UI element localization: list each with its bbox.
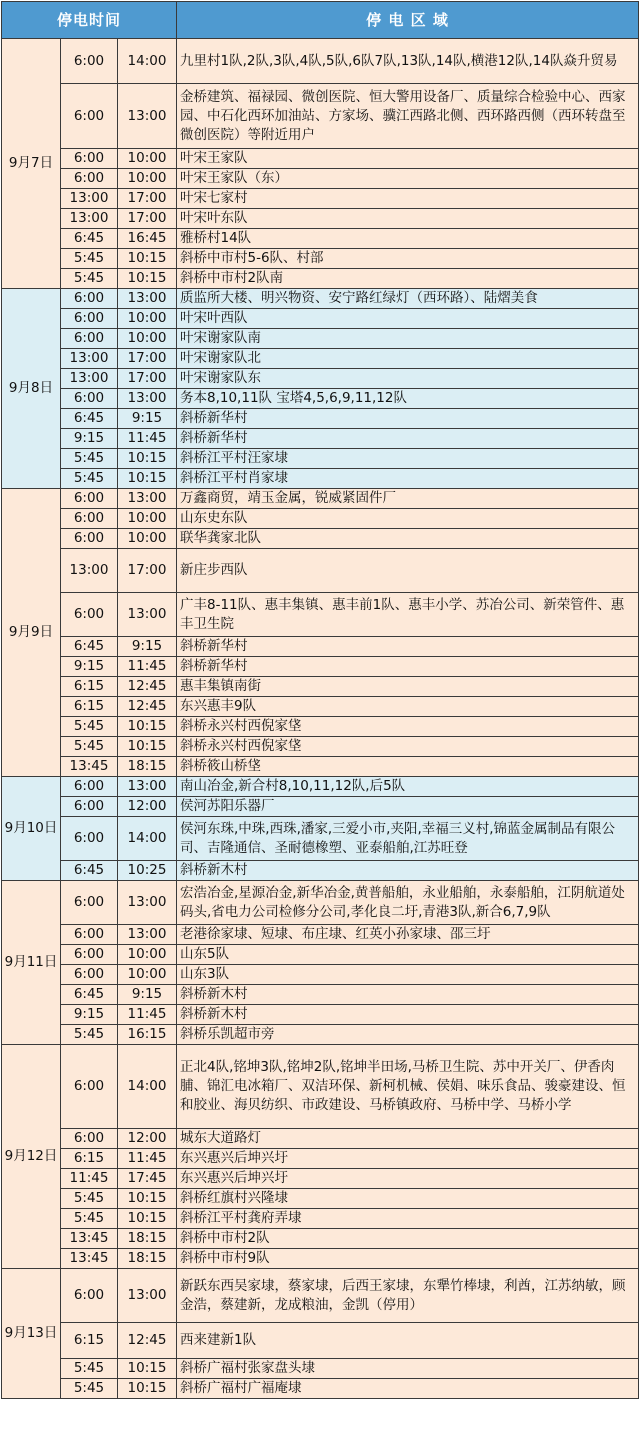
outage-area: 叶宋叶东队 (177, 209, 639, 229)
end-time: 12:00 (118, 1129, 177, 1149)
outage-area: 城东大道路灯 (177, 1129, 639, 1149)
end-time: 17:00 (118, 369, 177, 389)
start-time: 5:45 (61, 269, 118, 289)
end-time: 10:15 (118, 249, 177, 269)
start-time: 11:45 (61, 1169, 118, 1189)
outage-area: 斜桥新华村 (177, 657, 639, 677)
outage-row (2, 1169, 639, 1189)
outage-area: 惠丰集镇南街 (177, 677, 639, 697)
outage-row (2, 1189, 639, 1209)
end-time: 11:45 (118, 1149, 177, 1169)
outage-row (2, 697, 639, 717)
end-time: 17:00 (118, 209, 177, 229)
outage-area: 侯河苏阳乐器厂 (177, 797, 639, 817)
start-time: 6:00 (61, 945, 118, 965)
outage-row (2, 965, 639, 985)
outage-area: 务本8,10,11队 宝塔4,5,6,9,11,12队 (177, 389, 639, 409)
outage-row (2, 1229, 639, 1249)
start-time: 6:15 (61, 1149, 118, 1169)
outage-row (2, 409, 639, 429)
outage-row (2, 209, 639, 229)
outage-area: 叶宋谢家队北 (177, 349, 639, 369)
end-time: 13:00 (118, 777, 177, 797)
end-time: 9:15 (118, 985, 177, 1005)
end-time: 17:00 (118, 549, 177, 593)
end-time: 10:00 (118, 329, 177, 349)
outage-row (2, 309, 639, 329)
outage-row (2, 881, 639, 925)
start-time: 6:00 (61, 529, 118, 549)
outage-row (2, 149, 639, 169)
start-time: 6:00 (61, 389, 118, 409)
outage-area: 斜桥江平村汪家埭 (177, 449, 639, 469)
outage-area: 斜桥筱山桥垡 (177, 757, 639, 777)
outage-area: 质监所大楼、明兴物资、安宁路红绿灯（西环路）、陆熠美食 (177, 289, 639, 309)
outage-area: 山东史东队 (177, 509, 639, 529)
end-time: 10:00 (118, 529, 177, 549)
outage-row (2, 229, 639, 249)
end-time: 11:45 (118, 657, 177, 677)
end-time: 18:15 (118, 1249, 177, 1269)
start-time: 6:00 (61, 797, 118, 817)
outage-area: 叶宋王家队（东） (177, 169, 639, 189)
start-time: 5:45 (61, 1209, 118, 1229)
end-time: 10:15 (118, 269, 177, 289)
end-time: 13:00 (118, 84, 177, 149)
outage-area: 九里村1队,2队,3队,4队,5队,6队7队,13队,14队,横港12队,14队焱升贸易 (177, 39, 639, 84)
outage-area: 斜桥新木村 (177, 1005, 639, 1025)
start-time: 6:00 (61, 39, 118, 84)
outage-area: 叶宋七家村 (177, 189, 639, 209)
start-time: 5:45 (61, 469, 118, 489)
outage-area: 正北4队,铭坤3队,铭坤2队,铭坤半田场,马桥卫生院、苏中开关厂、伊香肉脯、锦汇电冰箱厂、双洁环保、新柯机械、侯娟、味乐食品、骏豪建设、恒和胶业、海贝纺织、市政建设、马桥镇政府、马桥中学、马桥小学 (177, 1045, 639, 1129)
outage-row (2, 861, 639, 881)
end-time: 18:15 (118, 1229, 177, 1249)
outage-row (2, 429, 639, 449)
end-time: 10:00 (118, 509, 177, 529)
outage-row (2, 449, 639, 469)
end-time: 13:00 (118, 1269, 177, 1323)
outage-area: 东兴惠兴后坤兴圩 (177, 1169, 639, 1189)
end-time: 13:00 (118, 289, 177, 309)
outage-area: 斜桥广福村张家盘头埭 (177, 1359, 639, 1379)
outage-area: 侯河东珠,中珠,西珠,潘家,三爱小市,夹阳,幸福三义村,锦蓝金属制品有限公司、吉隆通信、圣耐德橡塑、亚泰船舶,江苏旺登 (177, 817, 639, 861)
end-time: 10:15 (118, 469, 177, 489)
start-time: 6:00 (61, 925, 118, 945)
outage-row (2, 677, 639, 697)
outage-area: 金桥建筑、福禄园、微创医院、恒大警用设备厂、质量综合检验中心、西家园、中石化西环加油站、方家场、骥江西路北侧、西环路西侧（西环转盘至微创医院）等附近用户 (177, 84, 639, 149)
outage-area: 万鑫商贸，靖玉金属，锐威紧固件厂 (177, 489, 639, 509)
outage-area: 新跃东西吴家埭，蔡家埭，后西王家埭，东犟竹棒埭，利酋，江苏纳敏，顾金浩，蔡建新，龙成粮油，金凯（停用） (177, 1269, 639, 1323)
end-time: 12:45 (118, 697, 177, 717)
outage-row (2, 349, 639, 369)
end-time: 10:00 (118, 945, 177, 965)
start-time: 6:45 (61, 861, 118, 881)
outage-area: 山东3队 (177, 965, 639, 985)
outage-area: 斜桥江平村肖家埭 (177, 469, 639, 489)
outage-area: 联华龚家北队 (177, 529, 639, 549)
outage-row (2, 529, 639, 549)
start-time: 9:15 (61, 657, 118, 677)
outage-date: 9月9日 (2, 489, 61, 777)
end-time: 16:15 (118, 1025, 177, 1045)
outage-area: 雅桥村14队 (177, 229, 639, 249)
outage-area: 斜桥中市村9队 (177, 1249, 639, 1269)
outage-row (2, 1025, 639, 1045)
outage-area: 斜桥广福村广福庵埭 (177, 1379, 639, 1399)
outage-row (2, 797, 639, 817)
outage-row (2, 1209, 639, 1229)
outage-area: 叶宋王家队 (177, 149, 639, 169)
outage-row (2, 1249, 639, 1269)
end-time: 10:15 (118, 1379, 177, 1399)
outage-area: 斜桥新华村 (177, 637, 639, 657)
outage-row (2, 1129, 639, 1149)
outage-date: 9月13日 (2, 1269, 61, 1399)
outage-row (2, 509, 639, 529)
start-time: 5:45 (61, 1025, 118, 1045)
end-time: 10:25 (118, 861, 177, 881)
start-time: 13:00 (61, 349, 118, 369)
outage-row (2, 1323, 639, 1359)
outage-date: 9月12日 (2, 1045, 61, 1269)
outage-row (2, 985, 639, 1005)
outage-row (2, 817, 639, 861)
start-time: 6:00 (61, 169, 118, 189)
outage-area: 叶宋谢家队东 (177, 369, 639, 389)
outage-row (2, 469, 639, 489)
start-time: 5:45 (61, 1379, 118, 1399)
end-time: 10:15 (118, 1209, 177, 1229)
outage-row (2, 369, 639, 389)
outage-row (2, 84, 639, 149)
end-time: 14:00 (118, 817, 177, 861)
outage-area: 新庄步西队 (177, 549, 639, 593)
start-time: 6:00 (61, 309, 118, 329)
outage-area: 宏浩冶金,星源冶金,新华冶金,黄普船舶，永业船舶，永泰船舶，江阴航道处码头,省电力公司检修分公司,孝化良二圩,青港3队,新合6,7,9队 (177, 881, 639, 925)
start-time: 13:00 (61, 549, 118, 593)
outage-row (2, 657, 639, 677)
end-time: 10:00 (118, 169, 177, 189)
outage-area: 叶宋叶西队 (177, 309, 639, 329)
outage-row (2, 593, 639, 637)
end-time: 17:45 (118, 1169, 177, 1189)
start-time: 6:45 (61, 409, 118, 429)
outage-row (2, 389, 639, 409)
end-time: 10:00 (118, 965, 177, 985)
start-time: 6:00 (61, 1269, 118, 1323)
outage-row (2, 925, 639, 945)
end-time: 9:15 (118, 409, 177, 429)
outage-area: 斜桥中市村5-6队、村部 (177, 249, 639, 269)
end-time: 13:00 (118, 881, 177, 925)
header-area: 停 电 区 域 (177, 2, 639, 39)
outage-area: 斜桥乐凯超市旁 (177, 1025, 639, 1045)
start-time: 5:45 (61, 249, 118, 269)
outage-row (2, 249, 639, 269)
outage-row (2, 1005, 639, 1025)
start-time: 6:00 (61, 1045, 118, 1129)
start-time: 13:00 (61, 209, 118, 229)
start-time: 6:00 (61, 817, 118, 861)
start-time: 6:00 (61, 881, 118, 925)
end-time: 10:15 (118, 1359, 177, 1379)
end-time: 14:00 (118, 1045, 177, 1129)
outage-area: 斜桥中市村2队南 (177, 269, 639, 289)
outage-row (2, 39, 639, 84)
header-time: 停电时间 (2, 2, 177, 39)
outage-row (2, 489, 639, 509)
header-row (2, 2, 639, 39)
start-time: 6:45 (61, 229, 118, 249)
outage-area: 斜桥新木村 (177, 985, 639, 1005)
outage-row (2, 777, 639, 797)
start-time: 6:00 (61, 149, 118, 169)
start-time: 6:00 (61, 509, 118, 529)
start-time: 13:45 (61, 1229, 118, 1249)
outage-area: 西来建新1队 (177, 1323, 639, 1359)
start-time: 13:45 (61, 757, 118, 777)
outage-area: 老港徐家埭、短埭、布庄埭、红英小孙家埭、邵三圩 (177, 925, 639, 945)
end-time: 17:00 (118, 189, 177, 209)
outage-area: 广丰8-11队、惠丰集镇、惠丰前1队、惠丰小学、苏冶公司、新荣管件、惠丰卫生院 (177, 593, 639, 637)
start-time: 6:00 (61, 84, 118, 149)
start-time: 5:45 (61, 717, 118, 737)
end-time: 11:45 (118, 429, 177, 449)
end-time: 11:45 (118, 1005, 177, 1025)
end-time: 18:15 (118, 757, 177, 777)
outage-area: 斜桥江平村龚府弄埭 (177, 1209, 639, 1229)
outage-area: 斜桥红旗村兴隆埭 (177, 1189, 639, 1209)
start-time: 6:15 (61, 697, 118, 717)
outage-row (2, 549, 639, 593)
outage-area: 斜桥新华村 (177, 429, 639, 449)
outage-area: 东兴惠丰9队 (177, 697, 639, 717)
start-time: 6:00 (61, 777, 118, 797)
start-time: 6:00 (61, 489, 118, 509)
outage-table (1, 1, 639, 1399)
outage-area: 斜桥新木村 (177, 861, 639, 881)
outage-row (2, 269, 639, 289)
outage-row (2, 1379, 639, 1399)
outage-date: 9月11日 (2, 881, 61, 1045)
outage-row (2, 1149, 639, 1169)
outage-row (2, 757, 639, 777)
end-time: 10:15 (118, 737, 177, 757)
outage-row (2, 945, 639, 965)
start-time: 6:00 (61, 329, 118, 349)
outage-row (2, 329, 639, 349)
end-time: 10:15 (118, 717, 177, 737)
start-time: 6:15 (61, 677, 118, 697)
outage-row (2, 1359, 639, 1379)
start-time: 6:00 (61, 1129, 118, 1149)
end-time: 9:15 (118, 637, 177, 657)
outage-area: 山东5队 (177, 945, 639, 965)
end-time: 17:00 (118, 349, 177, 369)
outage-row (2, 1269, 639, 1323)
end-time: 16:45 (118, 229, 177, 249)
outage-area: 斜桥永兴村西倪家垡 (177, 737, 639, 757)
outage-row (2, 189, 639, 209)
end-time: 12:45 (118, 677, 177, 697)
end-time: 10:15 (118, 449, 177, 469)
start-time: 6:00 (61, 593, 118, 637)
start-time: 5:45 (61, 1189, 118, 1209)
end-time: 13:00 (118, 489, 177, 509)
start-time: 13:45 (61, 1249, 118, 1269)
outage-row (2, 637, 639, 657)
outage-area: 叶宋谢家队南 (177, 329, 639, 349)
outage-area: 斜桥永兴村西倪家垡 (177, 717, 639, 737)
end-time: 12:00 (118, 797, 177, 817)
outage-date: 9月8日 (2, 289, 61, 489)
outage-area: 南山冶金,新合村8,10,11,12队,后5队 (177, 777, 639, 797)
outage-area: 斜桥新华村 (177, 409, 639, 429)
outage-row (2, 717, 639, 737)
outage-date: 9月7日 (2, 39, 61, 289)
start-time: 6:00 (61, 289, 118, 309)
start-time: 13:00 (61, 369, 118, 389)
end-time: 10:00 (118, 309, 177, 329)
outage-date: 9月10日 (2, 777, 61, 881)
outage-area: 斜桥中市村2队 (177, 1229, 639, 1249)
end-time: 10:15 (118, 1189, 177, 1209)
start-time: 5:45 (61, 1359, 118, 1379)
outage-row (2, 289, 639, 309)
end-time: 13:00 (118, 925, 177, 945)
start-time: 6:00 (61, 965, 118, 985)
start-time: 9:15 (61, 1005, 118, 1025)
outage-row (2, 1045, 639, 1129)
end-time: 14:00 (118, 39, 177, 84)
start-time: 6:45 (61, 985, 118, 1005)
outage-row (2, 737, 639, 757)
start-time: 13:00 (61, 189, 118, 209)
start-time: 5:45 (61, 449, 118, 469)
outage-row (2, 169, 639, 189)
start-time: 5:45 (61, 737, 118, 757)
start-time: 6:15 (61, 1323, 118, 1359)
start-time: 6:45 (61, 637, 118, 657)
end-time: 10:00 (118, 149, 177, 169)
outage-area: 东兴惠兴后坤兴圩 (177, 1149, 639, 1169)
start-time: 9:15 (61, 429, 118, 449)
end-time: 13:00 (118, 389, 177, 409)
end-time: 12:45 (118, 1323, 177, 1359)
end-time: 13:00 (118, 593, 177, 637)
